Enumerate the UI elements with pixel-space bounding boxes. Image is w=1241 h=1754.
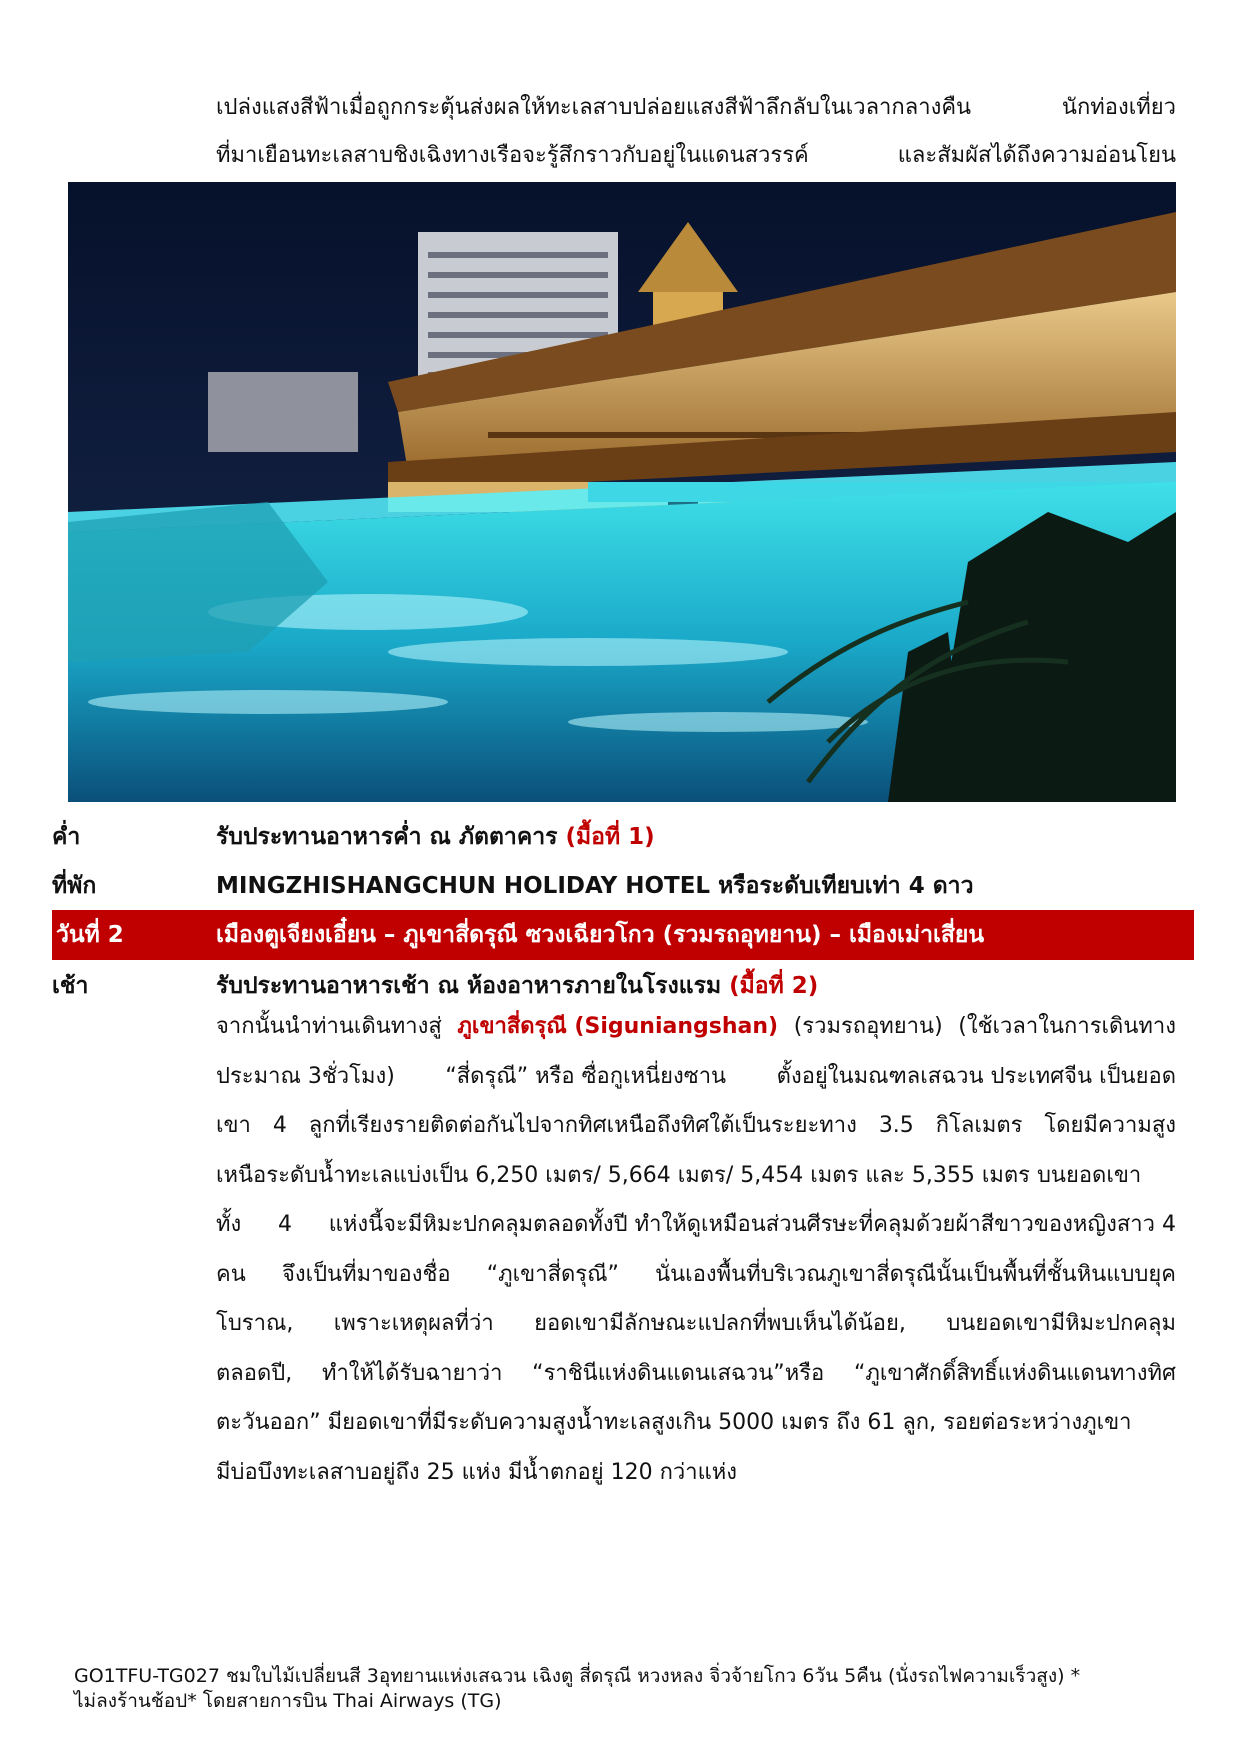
intro-paragraph [216, 84, 1176, 180]
footer-line-1: GO1TFU-TG027 ชมใบไม้เปลี่ยนสี 3อุทยานแห่งเสฉวน เฉิงตู สี่ดรุณี หวงหลง จิ่วจ้ายโกว 6วัน 5คืน (นั่งรถไฟความเร็วสูง) * [74, 1665, 1081, 1687]
footer-line-2: ไม่ลงร้านช้อป* โดยสายการบิน Thai Airways (TG) [74, 1690, 502, 1712]
description-line: โบราณ, เพราะเหตุผลที่ว่า ยอดเขามีลักษณะแปลกที่พบเห็นได้น้อย, บนยอดเขามีหิมะปกคลุม [216, 1311, 1176, 1336]
day-2-label: วันที่ 2 [56, 922, 124, 948]
hotel-text: MINGZHISHANGCHUN HOLIDAY HOTEL หรือระดับเทียบเท่า 4 ดาว [216, 873, 974, 899]
description-line: มีบ่อบึงทะเลสาบอยู่ถึง 25 แห่ง มีน้ำตกอยู่ 120 กว่าแห่ง [216, 1459, 738, 1485]
description-line: คน จึงเป็นที่มาของชื่อ “ภูเขาสี่ดรุณี” นั่นเองพื้นที่บริเวณภูเขาสี่ดรุณีนั้นเป็นพื้นที่ชั้นหินแบบยุค [216, 1261, 1176, 1287]
day-2-title: เมืองตูเจียงเอี๋ยน – ภูเขาสี่ดรุณี ซวงเฉียวโกว (รวมรถอุทยาน) – เมืองเม่าเสี่ยน [216, 922, 985, 948]
page-footer [74, 1664, 1184, 1714]
description-line: ตะวันออก” มียอดเขาที่มีระดับความสูงน้ำทะเลสูงเกิน 5000 เมตร ถึง 61 ลูก, รอยต่อระหว่างภูเขา [216, 1410, 1132, 1435]
breakfast-text: รับประทานอาหารเช้า ณ ห้องอาหารภายในโรงแรม (มื้อที่ 2) [216, 973, 819, 999]
dinner-label: ค่ำ [52, 824, 81, 850]
intro-line-2: ที่มาเยือนทะเลสาบชิงเฉิงทางเรือจะรู้สึกราวกับอยู่ในแดนสวรรค์ และสัมผัสได้ถึงความอ่อนโยน [216, 143, 1176, 168]
hotel-label: ที่พัก [52, 873, 97, 899]
siguniangshan-highlight: ภูเขาสี่ดรุณี (Siguniangshan) [457, 1014, 779, 1039]
description-line: เหนือระดับน้ำทะเลแบ่งเป็น 6,250 เมตร/ 5,664 เมตร/ 5,454 เมตร และ 5,355 เมตร บนยอดเขา [216, 1162, 1142, 1188]
intro-line-1: เปล่งแสงสีฟ้าเมื่อถูกกระตุ้นส่งผลให้ทะเลสาบปล่อยแสงสีฟ้าลึกลับในเวลากลางคืน นักท่องเที่ยว [216, 95, 1176, 120]
description-line: จากนั้นนำท่านเดินทางสู่ ภูเขาสี่ดรุณี (Siguniangshan) (รวมรถอุทยาน) (ใช้เวลาในการเดินทาง [216, 1002, 1176, 1052]
night-bridge-photo [68, 182, 1176, 802]
description-line: ทั้ง 4 แห่งนี้จะมีหิมะปกคลุมตลอดทั้งปี ทำให้ดูเหมือนส่วนศีรษะที่คลุมด้วยผ้าสีขาวของหญิงสาว 4 [216, 1212, 1176, 1237]
breakfast-meal-number: (มื้อที่ 2) [729, 973, 819, 999]
description-line: ประมาณ 3ชั่วโมง) “สี่ดรุณี” หรือ ซื่อกูเหนี่ยงซาน ตั้งอยู่ในมณฑลเสฉวน ประเทศจีน เป็นยอด [216, 1063, 1176, 1089]
breakfast-label: เช้า [52, 973, 89, 999]
dinner-row [52, 813, 1194, 861]
hotel-row [52, 862, 1194, 910]
dinner-text: รับประทานอาหารค่ำ ณ ภัตตาคาร (มื้อที่ 1) [216, 824, 655, 850]
day-2-header-bar [52, 910, 1194, 960]
night-bridge-illustration [68, 182, 1176, 802]
siguniangshan-description [216, 1002, 1176, 1497]
description-line: เขา 4 ลูกที่เรียงรายติดต่อกันไปจากทิศเหนือถึงทิศใต้เป็นระยะทาง 3.5 กิโลเมตร โดยมีความสูง [216, 1113, 1176, 1138]
description-line: ตลอดปี, ทำให้ได้รับฉายาว่า “ราชินีแห่งดินแดนเสฉวน”หรือ “ภูเขาศักดิ์สิทธิ์แห่งดินแดนทางทิศ [216, 1360, 1176, 1386]
dinner-meal-number: (มื้อที่ 1) [565, 824, 655, 850]
